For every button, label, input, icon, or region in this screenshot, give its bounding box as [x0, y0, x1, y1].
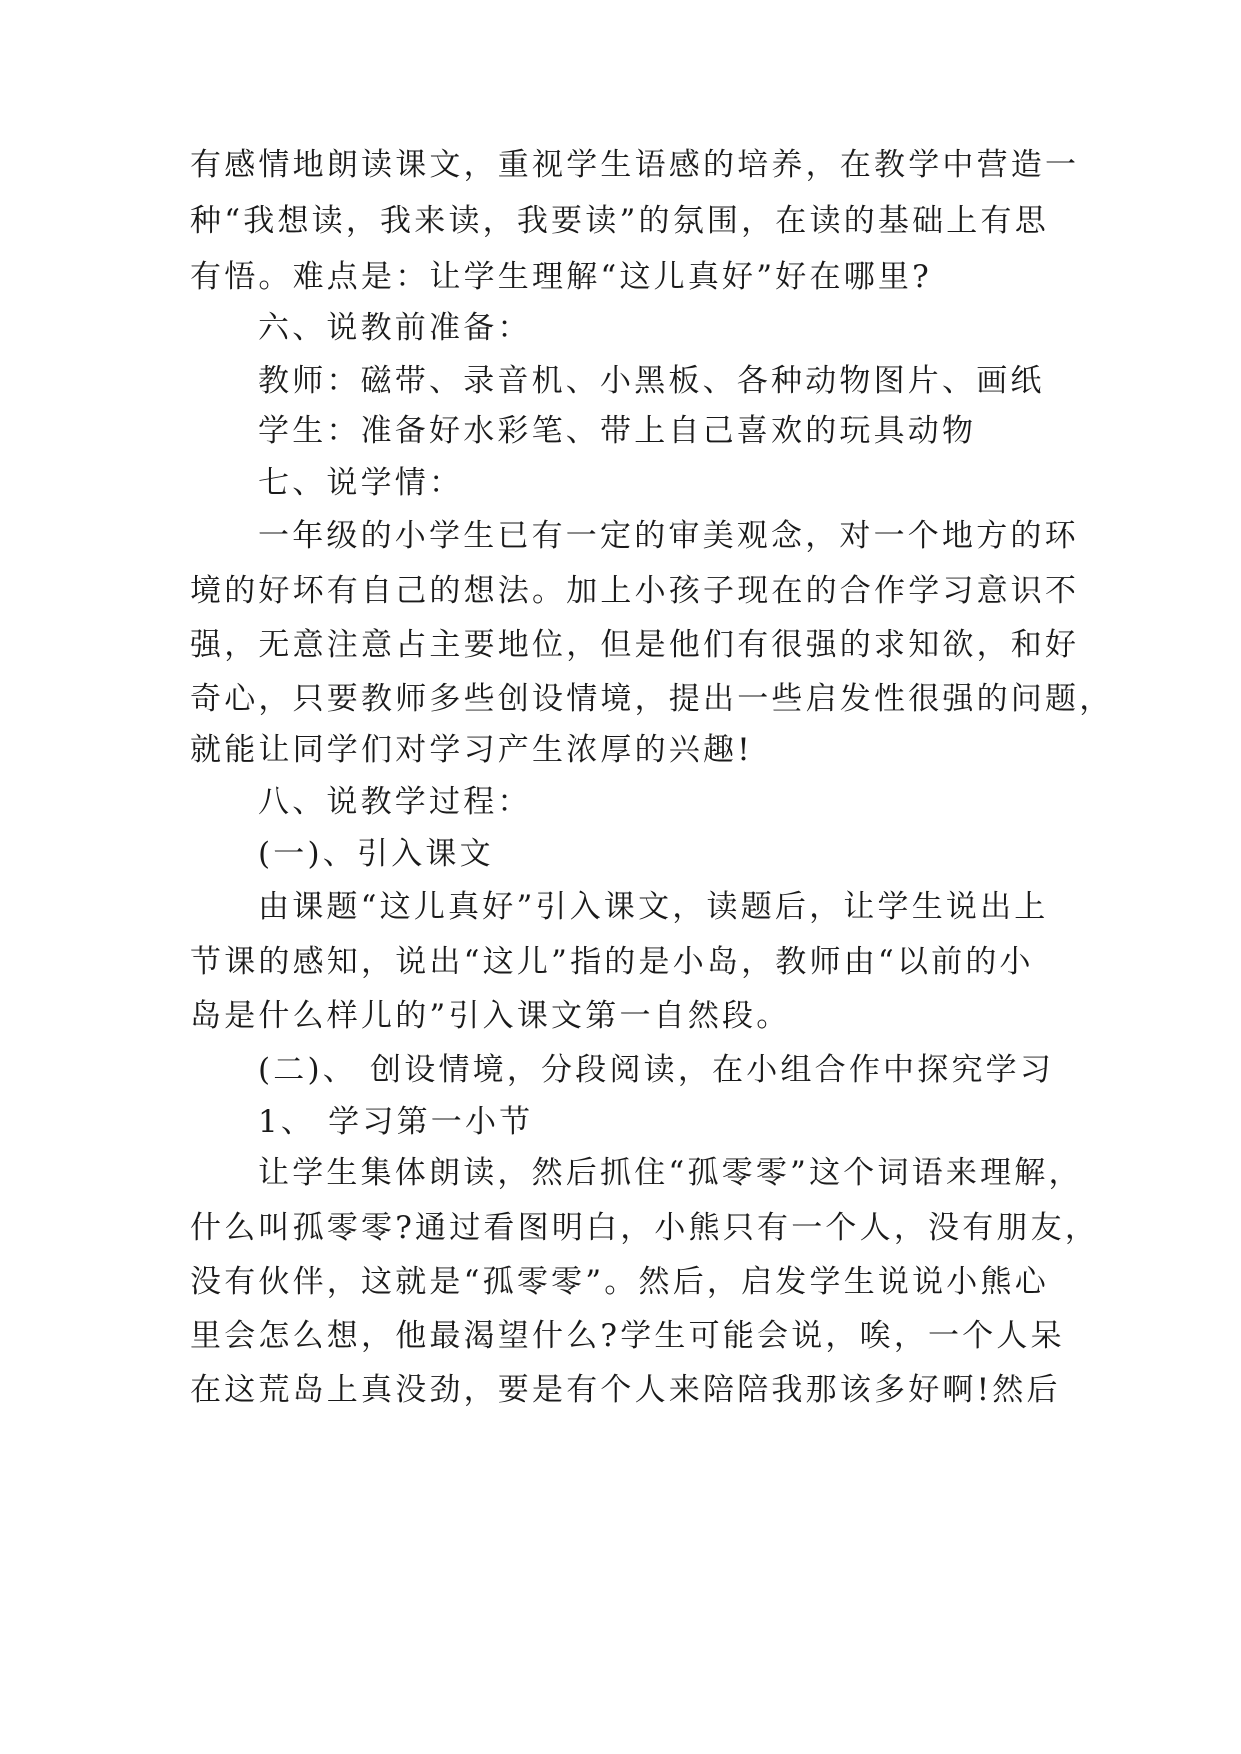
subsection-heading: (一)、引入课文	[258, 836, 494, 872]
text-line: 岛是什么样儿的”引入课文第一自然段。	[190, 998, 791, 1034]
section-heading: 六、说教前准备：	[258, 310, 532, 346]
text-line: 奇心，只要教师多些创设情境，提出一些启发性很强的问题，	[190, 681, 1114, 717]
text-line: 什么叫孤零零?通过看图明白，小熊只有一个人，没有朋友，	[190, 1210, 1100, 1246]
section-heading: 七、说学情：	[258, 465, 464, 501]
section-heading: 八、说教学过程：	[258, 784, 532, 820]
text-line: 让学生集体朗读，然后抓住“孤零零”这个词语来理解，	[258, 1155, 1083, 1191]
text-line: 有悟。难点是：让学生理解“这儿真好”好在哪里?	[190, 259, 932, 295]
subsection-heading: (二)、 创设情境，分段阅读，在小组合作中探究学习	[258, 1052, 1055, 1088]
text-line: 节课的感知，说出“这儿”指的是小岛，教师由“以前的小	[190, 944, 1034, 980]
text-line: 一年级的小学生已有一定的审美观念，对一个地方的环	[258, 518, 1079, 554]
text-line: 种“我想读，我来读，我要读”的氛围，在读的基础上有思	[190, 203, 1049, 239]
text-line: 在这荒岛上真没劲，要是有个人来陪陪我那该多好啊!然后	[190, 1372, 1061, 1408]
subsection-heading: 1、 学习第一小节	[258, 1104, 534, 1140]
text-line: 学生：准备好水彩笔、带上自己喜欢的玩具动物	[258, 413, 977, 449]
text-line: 强，无意注意占主要地位，但是他们有很强的求知欲，和好	[190, 627, 1080, 663]
text-line: 没有伙伴，这就是“孤零零”。然后，启发学生说说小熊心	[190, 1264, 1049, 1300]
text-line: 教师：磁带、录音机、小黑板、各种动物图片、画纸	[258, 363, 1045, 399]
text-line: 就能让同学们对学习产生浓厚的兴趣!	[190, 732, 753, 768]
text-line: 由课题“这儿真好”引入课文，读题后，让学生说出上	[258, 889, 1049, 925]
text-line: 有感情地朗读课文，重视学生语感的培养，在教学中营造一	[190, 147, 1080, 183]
text-line: 境的好坏有自己的想法。加上小孩子现在的合作学习意识不	[190, 573, 1080, 609]
text-line: 里会怎么想，他最渴望什么?学生可能会说，唉，一个人呆	[190, 1318, 1065, 1354]
